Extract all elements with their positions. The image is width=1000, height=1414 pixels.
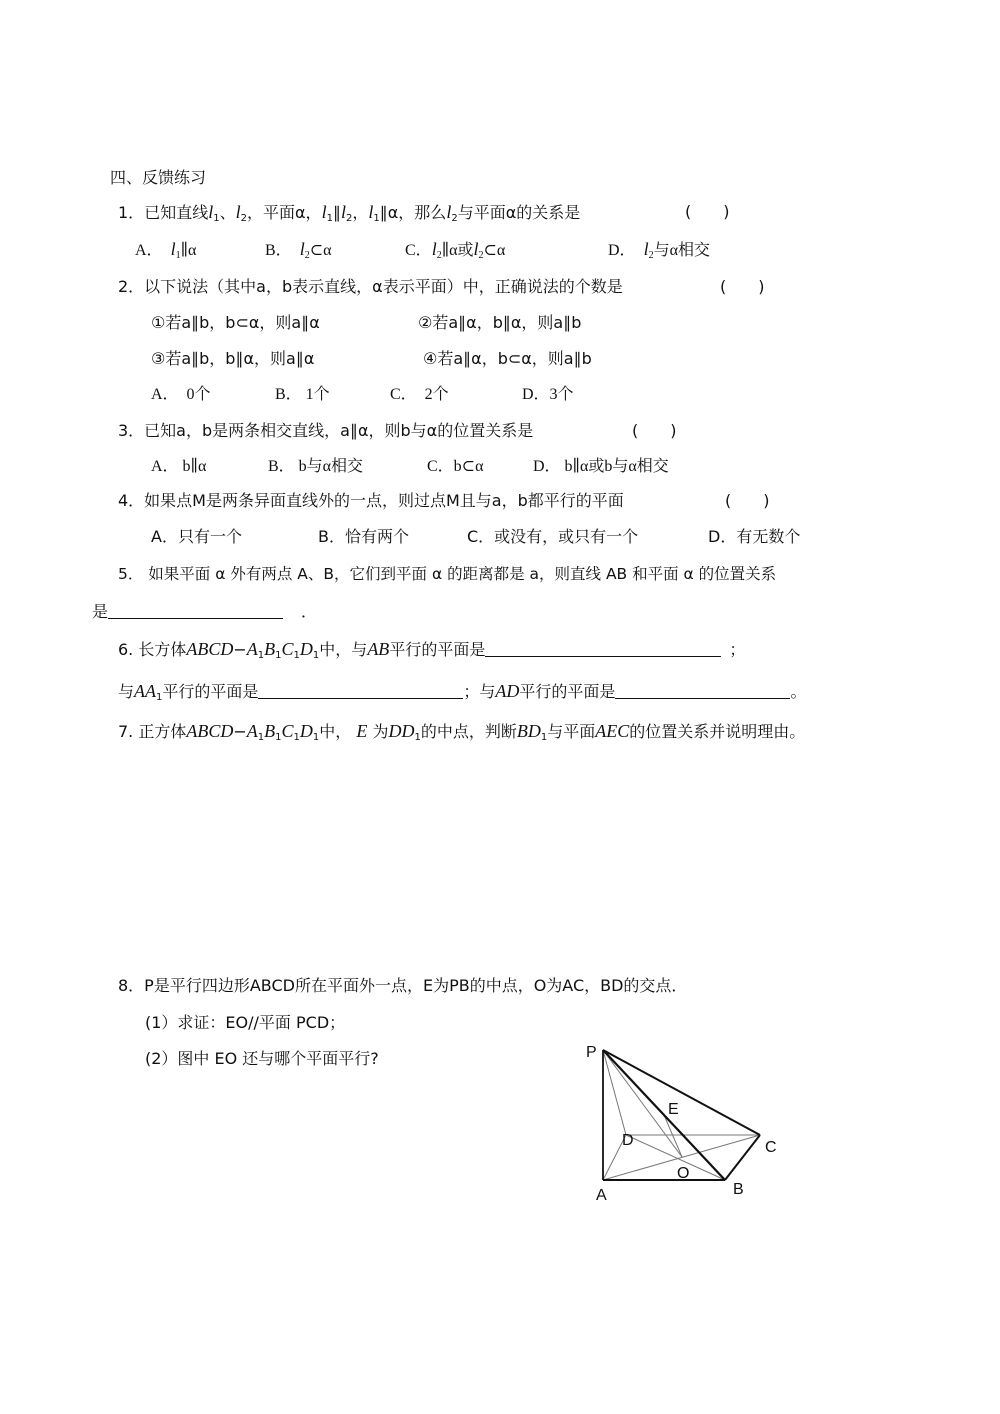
question-1-option-c: C．$l_2\parallel\alpha$或$l_2\subset\alpha$ <box>405 239 506 261</box>
question-4-stem: 4．如果点M是两条异面直线外的一点，则过点M且与a，b都平行的平面 <box>118 491 624 510</box>
question-5-stem: 5． 如果平面 α 外有两点 A、B，它们到平面 α 的距离都是 a，则直线 AB 和平面 α 的位置关系 <box>118 565 777 583</box>
question-3-option-b: B． b与α相交 <box>268 458 364 475</box>
question-4-option-c: C．或没有，或只有一个 <box>467 527 639 546</box>
vertex-label-c: C <box>765 1139 777 1156</box>
question-2-answer-paren: ( ) <box>720 277 765 296</box>
question-8-stem: 8．P是平行四边形ABCD所在平面外一点，E为PB的中点，O为AC，BD的交点． <box>118 976 688 995</box>
question-4-option-b: B．恰有两个 <box>318 527 409 546</box>
question-3-option-d: D． b∥α或b与α相交 <box>533 458 669 475</box>
vertex-label-b: B <box>733 1181 744 1198</box>
point-label-o: O <box>677 1165 690 1182</box>
question-7-stem: 7. 正方体$ABCD-A_1B_1C_1D_1$中， E 为$DD_1$的中点，判断$BD_1$与平面AEC的位置关系并说明理由。 <box>118 721 806 743</box>
point-label-e: E <box>668 1101 679 1118</box>
edge-pc <box>603 1050 760 1135</box>
question-3-answer-paren: ( ) <box>632 421 677 440</box>
section-title: 四、反馈练习 <box>110 168 207 187</box>
question-5-answer-line: 是 ． <box>92 602 318 621</box>
question-6-blank-1[interactable] <box>485 640 721 657</box>
question-8-part-1: (1）求证：EO//平面 PCD； <box>145 1013 346 1032</box>
question-5-blank[interactable] <box>108 602 283 619</box>
vertex-label-d: D <box>622 1132 634 1149</box>
vertex-label-a: A <box>596 1187 607 1204</box>
vertex-label-p: P <box>586 1044 597 1061</box>
question-6-line-2: 与$AA_1$平行的平面是 ；与AD平行的平面是 。 <box>118 681 807 703</box>
question-2-statement-4: ④若a∥α，b⊂α，则a∥b <box>423 349 592 368</box>
question-1-option-a: A． $l_1\parallel\alpha$ <box>135 239 197 261</box>
question-2-option-b: B． 1个 <box>275 386 330 403</box>
question-3-option-c: C．b⊂α <box>427 458 484 475</box>
question-2-statement-3: ③若a∥b，b∥α，则a∥α <box>151 349 315 368</box>
question-3-option-a: A． b∥α <box>151 458 207 475</box>
question-1-stem: 1．已知直线$l_1$、$l_2$，平面α，$l_1\parallel l_2$，$l_1\parallel\alpha$，那么$l_2$与平面α的关系是 <box>118 202 581 224</box>
question-2-statement-2: ②若a∥α，b∥α，则a∥b <box>418 313 582 332</box>
question-4-option-d: D．有无数个 <box>708 527 801 546</box>
question-2-option-a: A． 0个 <box>151 386 211 403</box>
question-6-blank-2[interactable] <box>258 682 463 699</box>
question-1-answer-paren: ( ) <box>685 202 730 221</box>
pyramid-figure <box>560 1030 800 1210</box>
question-4-option-a: A．只有一个 <box>151 527 242 546</box>
edge-bc <box>725 1135 760 1180</box>
question-1-option-d: D． $l_2$与α相交 <box>608 239 710 261</box>
question-3-stem: 3．已知a，b是两条相交直线，a∥α，则b与α的位置关系是 <box>118 421 534 440</box>
question-2-option-c: C． 2个 <box>390 386 449 403</box>
question-2-stem: 2．以下说法（其中a，b表示直线，α表示平面）中，正确说法的个数是 <box>118 277 623 296</box>
question-6-line-1: 6. 长方体$ABCD-A_1B_1C_1D_1$中，与AB平行的平面是 ； <box>118 639 746 661</box>
question-4-answer-paren: ( ) <box>725 491 770 510</box>
question-8-part-2: (2）图中 EO 还与哪个平面平行? <box>145 1049 379 1068</box>
question-6-blank-3[interactable] <box>615 682 790 699</box>
question-2-statement-1: ①若a∥b，b⊂α，则a∥α <box>151 313 320 332</box>
edge-pb <box>603 1050 725 1180</box>
question-2-option-d: D．3个 <box>522 386 574 403</box>
question-1-option-b: B． $l_2\subset\alpha$ <box>265 239 332 261</box>
